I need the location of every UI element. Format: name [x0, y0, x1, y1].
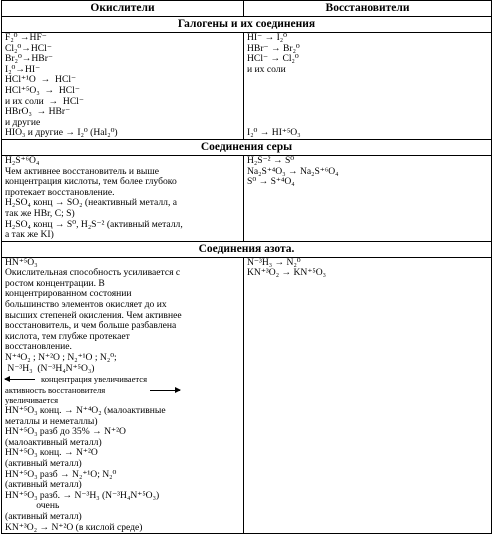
nitrogen-row — [2, 257, 492, 533]
halogens-reducers-cell — [244, 33, 492, 140]
concentration-label: концентрация увеличивается — [41, 374, 148, 385]
halogens-left-line: F₂⁰ →HF⁻ — [5, 32, 47, 43]
sulfur-row — [2, 155, 492, 241]
left-arrow-icon — [5, 379, 35, 380]
section-title-nitrogen: Соединения азота. — [2, 241, 492, 257]
halogens-right-line: I₂⁰ → HI⁺⁵O₃ — [247, 127, 301, 139]
halogens-left-line: HCl⁺¹O → HCl⁻ — [5, 74, 77, 86]
section-row-sulfur — [2, 139, 492, 155]
spacer — [247, 75, 488, 86]
nitrogen-left-line: металлы и неметаллы) — [5, 415, 98, 427]
sulfur-right-line: H₂S⁻² → S⁰ — [247, 154, 295, 166]
nitrogen-left-line: очень — [5, 500, 60, 512]
halogens-right-line: и их соли — [247, 63, 286, 75]
sulfur-left-line: Чем активнее восстановитель и выше — [5, 165, 160, 177]
nitrogen-left-line: ростом концентрации. В — [5, 277, 105, 289]
halogens-left-line: I₂⁰→HI⁻ — [5, 63, 41, 75]
section-title-halogens: Галогены и их соединения — [2, 17, 492, 33]
nitrogen-left-line: HN⁺⁵O₃ — [5, 256, 38, 268]
halogens-left-line: Cl₂⁰→HCl⁻ — [5, 42, 52, 54]
nitrogen-left-line: N⁻³H₃ (N⁻³H₄N⁺⁵O₃) — [5, 362, 95, 374]
sulfur-left-line: H₂S⁺⁶O₄ — [5, 154, 40, 166]
concentration-arrow-row — [5, 374, 240, 385]
header-reducers: Восстановители — [244, 1, 492, 17]
sulfur-left-line: так же HBr, C; S) — [5, 207, 75, 219]
activity-arrow-row — [5, 385, 240, 396]
halogens-right-line: HCl⁻ → Cl₂⁰ — [247, 53, 299, 65]
nitrogen-left-line: восстановитель, и чем больше разбавлена — [5, 320, 177, 332]
nitrogen-left-line: N⁺⁴O₂ ; N⁺²O ; N₂⁺¹O ; N₂⁰; — [5, 352, 117, 364]
nitrogen-right-line: KN⁺³O₂ → KN⁺⁵O₃ — [247, 267, 326, 279]
section-row-halogens — [2, 17, 492, 33]
sulfur-left-line: концентрация кислоты, тем более глубоко — [5, 176, 177, 188]
nitrogen-left-line: (малоактивный металл) — [5, 436, 102, 448]
halogens-right-line: HI⁻ → I₂⁰ — [247, 32, 287, 43]
sulfur-right-line: Na₂S⁺⁴O₃ → Na₂S⁺⁶O₄ — [247, 165, 339, 177]
spacer — [247, 86, 488, 97]
nitrogen-left-line: HN⁺⁵O₃ конц. → N⁺⁴O₂ (малоактивные — [5, 405, 166, 416]
sulfur-oxidizers-cell — [2, 155, 244, 241]
nitrogen-left-line: Окислительная способность усиливается с — [5, 267, 181, 279]
nitrogen-reducers-cell — [244, 257, 492, 533]
nitrogen-left-line: высших степеней окисления. Чем активнее — [5, 309, 182, 321]
section-title-sulfur: Соединения серы — [2, 139, 492, 155]
nitrogen-left-line: восстановление. — [5, 341, 72, 353]
sulfur-left-line: H₂SO₄ конц → SO₂ (неактивный металл, а — [5, 197, 177, 209]
nitrogen-left-line: кислота, тем глубже протекает — [5, 330, 130, 342]
nitrogen-left-line: большинство элементов окисляет до их — [5, 299, 167, 311]
nitrogen-left-line: HN⁺⁵O₃ разб → N₂⁺¹O; N₂⁰ — [5, 468, 117, 480]
spacer — [247, 107, 488, 118]
activity-label: активность восстановителя — [5, 384, 106, 395]
sulfur-right-line: S⁰ → S⁺⁴O₄ — [247, 176, 295, 188]
spacer — [247, 97, 488, 108]
halogens-left-line: и их соли → HCl⁻ — [5, 95, 84, 107]
halogens-left-line: HCl⁺⁵O₃ → HCl⁻ — [5, 84, 80, 96]
halogens-left-line: HBrO₃ → HBr⁻ — [5, 106, 71, 118]
halogens-row — [2, 33, 492, 140]
sulfur-left-line: протекает восстановление. — [5, 186, 115, 198]
sulfur-left-line: H₂SO₄ конц → S⁰, H₂S⁻² (активный металл, — [5, 218, 183, 230]
redox-table — [1, 0, 492, 534]
nitrogen-left-line: KN⁺³O₂ → N⁺²O (в кислой среде) — [5, 521, 143, 533]
nitrogen-left-line: (активный металл) — [5, 510, 82, 522]
nitrogen-left-line: концентрированном состоянии — [5, 288, 132, 300]
activity-label-2: увеличивается — [5, 395, 59, 406]
section-row-nitrogen — [2, 241, 492, 257]
halogens-right-line: HBr⁻ → Br₂⁰ — [247, 42, 300, 54]
nitrogen-right-line: N⁻³H₃ → N₂⁰ — [247, 256, 301, 268]
nitrogen-left-line: HN⁺⁵O₃ разб до 35% → N⁺²O — [5, 426, 126, 438]
halogens-left-line: Br₂⁰→HBr⁻ — [5, 53, 53, 65]
header-row — [2, 1, 492, 17]
sulfur-left-line: а так же KI) — [5, 229, 54, 241]
header-oxidizers: Окислители — [2, 1, 244, 17]
nitrogen-left-line: (активный металл) — [5, 479, 82, 491]
halogens-left-line: и другие — [5, 116, 41, 128]
right-arrow-icon — [150, 390, 180, 391]
halogens-left-line: HIO₃ и другие → I₂⁰ (Hal₂⁰) — [5, 127, 118, 139]
nitrogen-left-line: HN⁺⁵O₃ разб. → N⁻³H₃ (N⁻³H₄N⁺⁵O₃) — [5, 489, 160, 501]
halogens-oxidizers-cell — [2, 33, 244, 140]
nitrogen-oxidizers-cell — [2, 257, 244, 533]
sulfur-reducers-cell — [244, 155, 492, 241]
nitrogen-left-line: HN⁺⁵O₃ конц. → N⁺²O — [5, 447, 98, 459]
nitrogen-left-line: (активный металл) — [5, 457, 82, 469]
